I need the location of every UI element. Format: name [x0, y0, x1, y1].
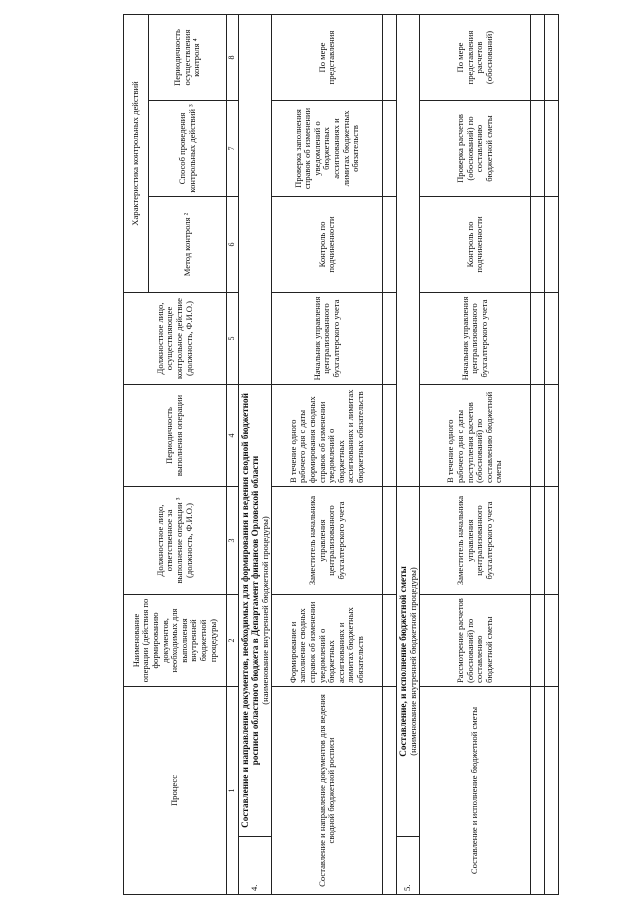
cell-control-periodicity: По мере представления расчетов (обоснований) — [420, 15, 531, 101]
section-title: Составление и направление документов, необходимых для формирования и ведения сводной бюджетной росписи областного бюджета в Департамент финансов Орловской области — [240, 393, 261, 828]
cell-control-periodicity: По мере представления — [272, 15, 383, 101]
cell-process: Составление и исполнение бюджетной сметы — [420, 687, 531, 895]
cell-responsible: Заместитель начальника управления централизованного бухгалтерского учета — [420, 487, 531, 595]
header-row-top — [124, 15, 149, 895]
header-control-group: Характеристика контрольных действий — [124, 15, 149, 293]
section-number: 5. — [397, 837, 420, 895]
header-control-method: Метод контроля ² — [149, 197, 227, 293]
section-blank — [239, 15, 272, 385]
header-control-periodicity: Периодичность осуществления контроля ⁴ — [149, 15, 227, 101]
header-control-person: Должностное лицо, осуществляющее контрольное действие (должность, Ф.И.О.) — [124, 293, 227, 385]
column-numbers-row — [227, 15, 239, 895]
cell-periodicity: В течение одного рабочего дня с даты поступления расчетов (обоснований) по составлению бюджетной сметы — [420, 385, 531, 487]
section-title: Составление, и исполнение бюджетной сметы — [398, 566, 409, 757]
cell-controller: Начальник управления централизованного бухгалтерского учета — [272, 293, 383, 385]
section-header-row — [239, 15, 272, 895]
cell-method: Контроль по подчиненности — [272, 197, 383, 293]
column-number: 1 — [227, 687, 239, 895]
cell-method: Контроль по подчиненности — [420, 197, 531, 293]
cell-operation: Рассмотрение расчетов (обоснований) по составлению бюджетной сметы — [420, 595, 531, 687]
blank-row — [545, 15, 559, 895]
blank-row — [383, 15, 397, 895]
header-process: Процесс — [124, 687, 227, 895]
section-number: 4. — [239, 837, 272, 895]
section-title-cell — [239, 385, 272, 837]
header-control-way: Способ проведения контрольных действий ³ — [149, 101, 227, 197]
column-number: 3 — [227, 487, 239, 595]
column-number: 7 — [227, 101, 239, 197]
cell-way: Проверка расчетов (обоснований) по составлению бюджетной сметы — [420, 101, 531, 197]
cell-periodicity: В течение одного рабочего дня с даты формирования сводных справок об изменении уведомлений о бюджетных ассигнованиях и лимитах бюджетных обязательств — [272, 385, 383, 487]
cell-responsible: Заместитель начальника управления централизованного бухгалтерского учета — [272, 487, 383, 595]
section-header-row — [397, 15, 420, 895]
section-subtitle: (наименование внутренней бюджетной процедуры) — [259, 516, 270, 705]
section-subtitle: (наименование внутренней бюджетной процедуры) — [407, 567, 418, 756]
column-number: 6 — [227, 197, 239, 293]
header-responsible-person: Должностное лицо, ответственное за выполнение операции ³ (должность, Ф.И.О.) — [124, 487, 227, 595]
cell-controller: Начальник управления централизованного бухгалтерского учета — [420, 293, 531, 385]
table-row — [272, 15, 383, 895]
header-operation-name: Наименование операции (действия по формированию документов, необходимых для выполнения внутренней бюджетной процедуры) — [124, 595, 227, 687]
control-actions-table — [123, 14, 559, 895]
table-row — [420, 15, 531, 895]
header-operation-periodicity: Периодичность выполнения операции — [124, 385, 227, 487]
cell-process: Составление и направление документов для ведения сводной бюджетной росписи — [272, 687, 383, 895]
column-number: 2 — [227, 595, 239, 687]
column-number: 5 — [227, 293, 239, 385]
section-blank — [397, 15, 420, 487]
cell-way: Проверка заполнения справок об изменении уведомлений о бюджетных ассигнованиях и лимитах бюджетных обязательств — [272, 101, 383, 197]
blank-row — [531, 15, 545, 895]
cell-operation: Формирование и заполнение сводных справок об изменении уведомлений о бюджетных ассигнованиях и лимитах бюджетных обязательств — [272, 595, 383, 687]
section-title-cell — [397, 487, 420, 837]
column-number: 8 — [227, 15, 239, 101]
column-number: 4 — [227, 385, 239, 487]
